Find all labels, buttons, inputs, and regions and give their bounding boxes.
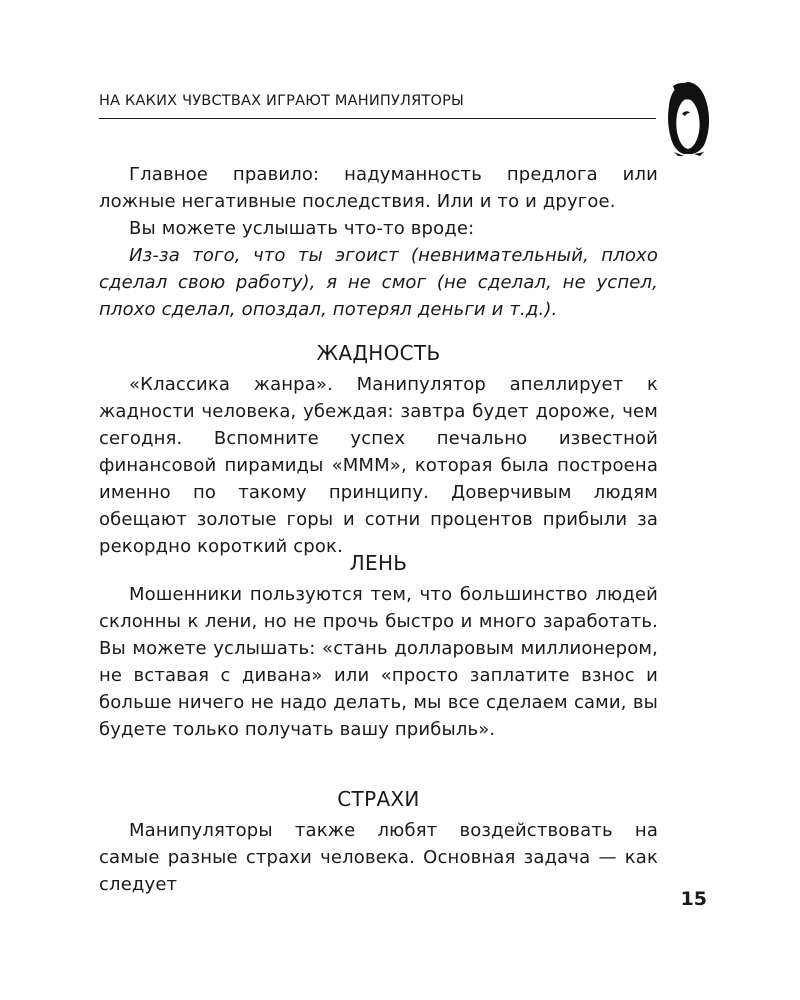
intro-example-quote: Из-за того, что ты эгоист (невнимательный, плохо сделал свою работу), я не смог (не сделал, не успел, плохо сделал, опоздал, потерял деньги и т.д.).	[99, 245, 658, 320]
section-body-fears	[99, 817, 658, 898]
greed-paragraph: «Классика жанра». Манипулятор апеллирует к жадности человека, убеждая: завтра будет дороже, чем сегодня. Вспомните успех печально известной финансовой пирамиды «МММ», которая была построена именно по такому принципу. Доверчивым людям обещают золотые горы и сотни процентов прибыли за рекордно короткий срок.	[99, 374, 658, 557]
laziness-paragraph: Мошенники пользуются тем, что большинство людей склонны к лени, но не прочь быстро и много заработать. Вы можете услышать: «стань долларовым миллионером, не вставая с дивана» или «просто заплатите взнос и больше ничего не надо делать, мы все сделаем сами, вы будете только получать вашу прибыль».	[99, 584, 658, 740]
section-title-greed: ЖАДНОСТЬ	[316, 341, 441, 365]
section-title-fears: СТРАХИ	[337, 787, 420, 811]
section-body-greed	[99, 371, 658, 560]
fears-paragraph: Манипуляторы также любят воздействовать на самые разные страхи человека. Основная задача — как следует	[99, 820, 658, 895]
section-body-laziness	[99, 581, 658, 743]
running-head: НА КАКИХ ЧУВСТВАХ ИГРАЮТ МАНИПУЛЯТОРЫ	[99, 93, 465, 109]
intro-lead-in: Вы можете услышать что-то вроде:	[129, 218, 475, 239]
header-divider	[99, 118, 656, 119]
section-title-laziness: ЛЕНЬ	[349, 551, 408, 575]
penguin-logo-icon	[664, 80, 712, 156]
page-number: 15	[680, 888, 707, 910]
intro-block	[99, 161, 658, 323]
intro-paragraph: Главное правило: надуманность предлога или ложные негативные последствия. Или и то и другое.	[99, 164, 658, 212]
